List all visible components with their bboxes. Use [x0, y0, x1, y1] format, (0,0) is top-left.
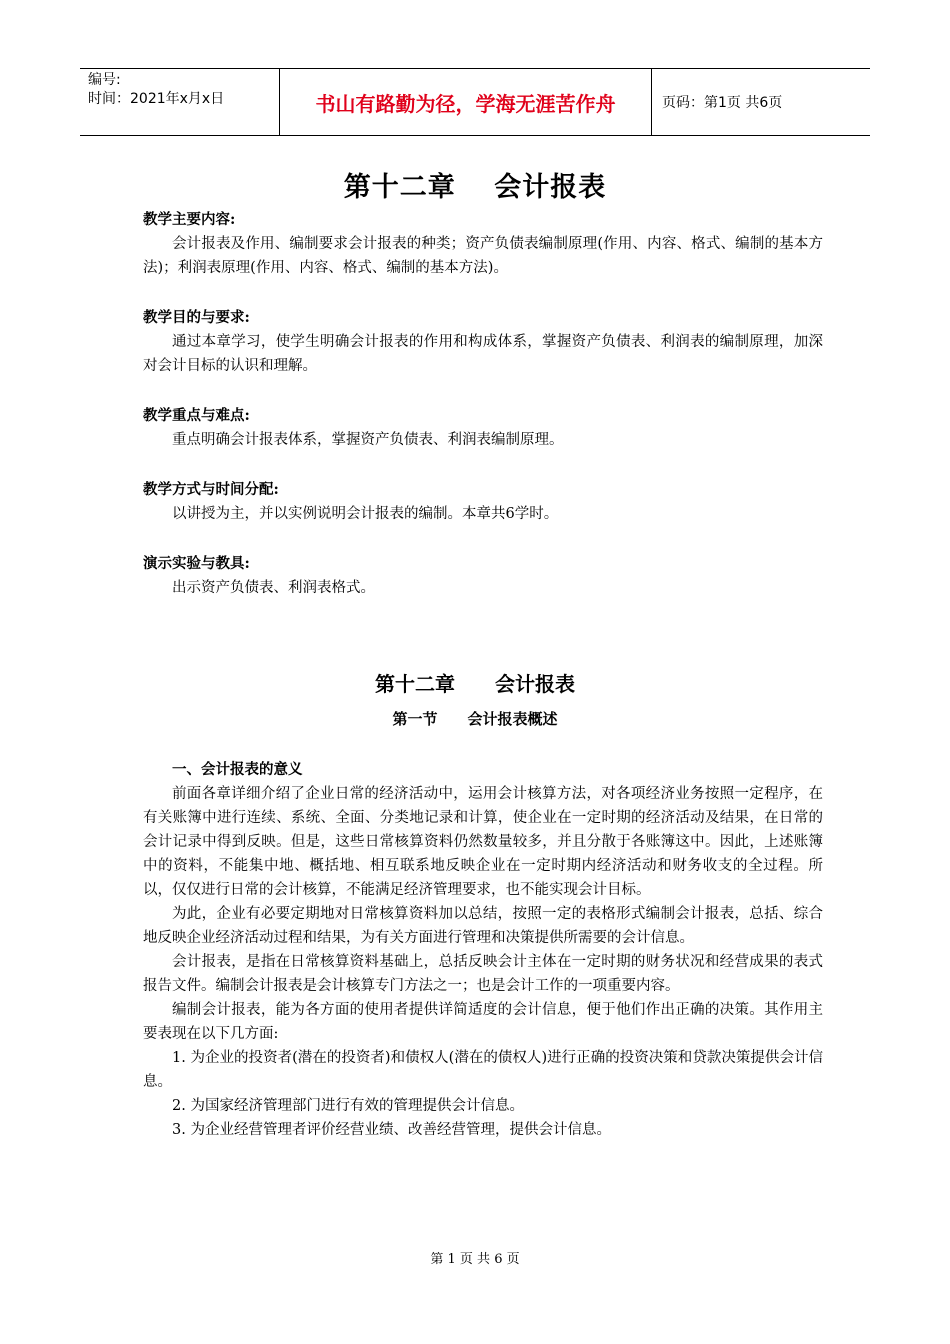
- intro-text: 会计报表及作用、编制要求会计报表的种类；资产负债表编制原理(作用、内容、格式、编制的基本方法)；利润表原理(作用、内容、格式、编制的基本方法)。: [143, 236, 823, 276]
- body-paragraph: 前面各章详细介绍了企业日常的经济活动中，运用会计核算方法，对各项经济业务按照一定程序，在有关账簿中进行连续、系统、全面、分类地记录和计算，使企业在一定时期的经济活动及结果，在日常的会计记录中得到反映。但是，这些日常核算资料仍然数量较多，并且分散于各账簿这中。因此，上述账簿中的资料，不能集中地、概括地、相互联系地反映企业在一定时期内经济活动和财务收支的全过程。所以，仅仅进行日常的会计核算，不能满足经济管理要求，也不能实现会计目标。: [143, 786, 823, 898]
- list-item: 2. 为国家经济管理部门进行有效的管理提供会计信息。: [172, 1098, 524, 1114]
- intro-text: 通过本章学习，使学生明确会计报表的作用和构成体系，掌握资产负债表、利润表的编制原理，加深对会计目标的认识和理解。: [143, 334, 823, 374]
- intro-heading: 演示实验与教具:: [143, 555, 250, 572]
- intro-heading: 教学重点与难点:: [143, 407, 250, 424]
- chapter-title-2: 第十二章 会计报表: [375, 672, 575, 696]
- body-paragraph: 编制会计报表，能为各方面的使用者提供详简适度的会计信息，便于他们作出正确的决策。其作用主要表现在以下几方面:: [143, 1002, 823, 1042]
- chapter-title: 第十二章 会计报表: [343, 172, 607, 203]
- main-body: [143, 758, 823, 1142]
- list-item: 1. 为企业的投资者(潜在的投资者)和债权人(潜在的债权人)进行正确的投资决策和贷款决策提供会计信息。: [143, 1050, 823, 1090]
- intro-text: 重点明确会计报表体系，掌握资产负债表、利润表编制原理。: [172, 432, 564, 448]
- page-header: [80, 68, 870, 136]
- header-page-info: 页码：第1页 共6页: [662, 95, 783, 111]
- intro-heading: 教学主要内容:: [143, 211, 236, 228]
- section-title: 第一节 会计报表概述: [392, 710, 558, 728]
- intro-heading: 教学目的与要求:: [143, 309, 250, 326]
- intro-text: 以讲授为主，并以实例说明会计报表的编制。本章共6学时。: [172, 506, 559, 522]
- time-label: 时间：2021年x月x日: [88, 91, 225, 107]
- list-item: 3. 为企业经营管理者评价经营业绩、改善经营管理，提供会计信息。: [172, 1122, 611, 1138]
- header-meta: [80, 69, 280, 135]
- subsection-heading: 一、会计报表的意义: [172, 761, 303, 778]
- body-paragraph: 为此，企业有必要定期地对日常核算资料加以总结，按照一定的表格形式编制会计报表，总括、综合地反映企业经济活动过程和结果，为有关方面进行管理和决策提供所需要的会计信息。: [143, 906, 823, 946]
- header-motto: 书山有路勤为径，学海无涯苦作舟: [280, 69, 652, 135]
- number-label: 编号:: [88, 72, 121, 88]
- body-paragraph: 会计报表，是指在日常核算资料基础上，总括反映会计主体在一定时期的财务状况和经营成果的表式报告文件。编制会计报表是会计核算专门方法之一；也是会计工作的一项重要内容。: [143, 954, 823, 994]
- page-footer: 第 1 页 共 6 页: [430, 1252, 520, 1267]
- intro-text: 出示资产负债表、利润表格式。: [172, 580, 375, 596]
- intro-heading: 教学方式与时间分配:: [143, 481, 279, 498]
- intro-section: [143, 208, 823, 600]
